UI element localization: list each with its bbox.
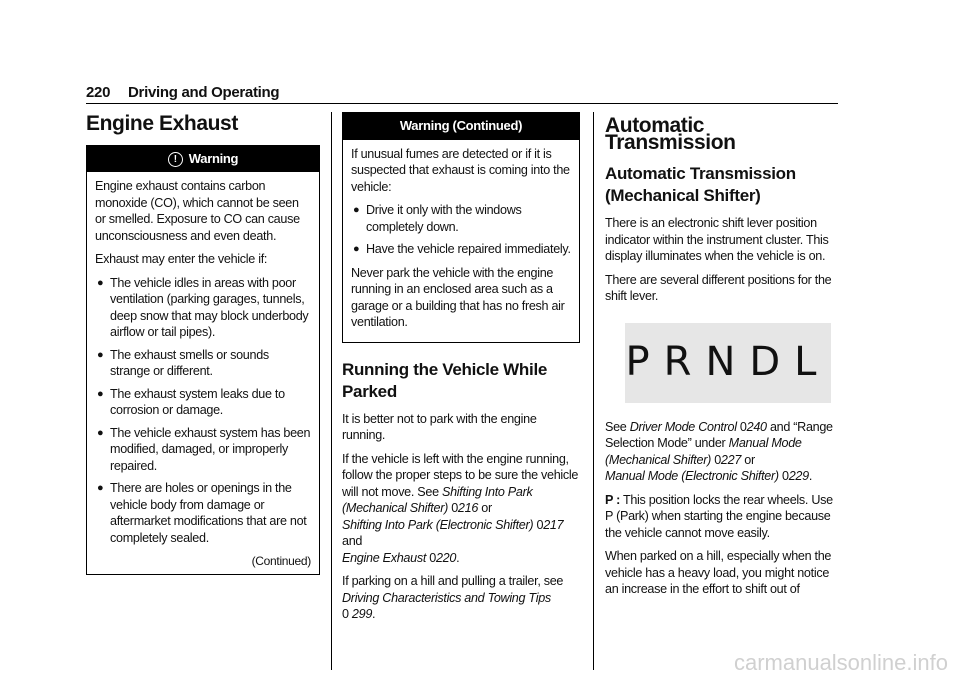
cross-reference-link[interactable]: Driving Characteristics and Towing Tips: [342, 590, 551, 605]
warning-list: [95, 275, 311, 547]
warning-header: Warning (Continued): [343, 113, 579, 140]
list-item: ● The exhaust system leaks due to corrosion or damage.: [97, 386, 285, 417]
body-text: There is an electronic shift lever position indicator within the instrument cluster. This display illuminates when the vehicle is on.: [605, 216, 829, 263]
warning-list: [351, 202, 571, 258]
list-item: ● The vehicle idles in areas with poor ventilation (parking garages, tunnels, deep snow that may block underbody airflow or tail pipes).: [97, 275, 309, 339]
cross-reference-link[interactable]: Manual Mode (Electronic Shifter): [605, 469, 779, 483]
warning-text: Exhaust may enter the vehicle if:: [95, 252, 268, 266]
body-text: It is better not to park with the engine running.: [342, 411, 537, 442]
cross-reference-link[interactable]: Driver Mode Control: [629, 419, 737, 434]
list-item: ● The vehicle exhaust system has been modified, damaged, or improperly repaired.: [97, 425, 311, 473]
column-divider: [331, 112, 332, 670]
warning-text: If unusual fumes are detected or if it is suspected that exhaust is coming into the vehicle:: [351, 146, 570, 194]
cross-reference-link[interactable]: Manual Mode (Mechanical Shifter): [605, 436, 802, 467]
body-text: There are several different positions for the shift lever.: [605, 272, 832, 303]
column-3: [605, 112, 838, 605]
cross-reference-link[interactable]: Shifting Into Park (Electronic Shifter): [342, 517, 534, 532]
page-number: 220: [86, 84, 111, 101]
warning-text: Engine exhaust contains carbon monoxide (CO), which cannot be seen or smelled. Exposure to CO can cause unconsciousness and even death.: [95, 179, 300, 243]
warning-box: [86, 145, 320, 575]
body-text: P : This position locks the rear wheels. Use P (Park) when starting the engine because the vehicle cannot move easily.: [605, 492, 833, 540]
section-heading: Automatic Transmission: [605, 114, 736, 154]
warning-text: Never park the vehicle with the engine running in an enclosed area such as a garage or a building that has no fresh air ventilation.: [351, 265, 565, 329]
section-title: Driving and Operating: [128, 84, 280, 101]
shift-indicator-image: [625, 323, 831, 403]
prndl-label: PRNDL: [625, 339, 831, 386]
list-item: ● The exhaust smells or sounds strange or different.: [97, 347, 269, 378]
body-text: If parking on a hill and pulling a trailer, see Driving Characteristics and Towing Tips 0 299.: [342, 574, 564, 621]
section-heading: Running the Vehicle While Parked: [342, 359, 548, 401]
watermark: carmanualsonline.info: [733, 650, 948, 675]
list-item: ● Drive it only with the windows completely down.: [353, 203, 522, 234]
header-rule: [86, 103, 838, 104]
body-text: See Driver Mode Control 0240 and “Range Selection Mode” under Manual Mode (Mechanical Shifter) 0227 or Manual Mode (Electronic Shifter) 0229.: [605, 419, 833, 483]
warning-header: ! Warning: [87, 146, 319, 173]
warning-box: [342, 112, 580, 343]
list-item: ● There are holes or openings in the vehicle body from damage or aftermarket modifications that are not completely sealed.: [97, 481, 307, 545]
column-2: [342, 112, 580, 630]
column-1: [86, 112, 320, 575]
cross-reference-link[interactable]: Shifting Into Park (Mechanical Shifter): [342, 484, 533, 515]
body-text: When parked on a hill, especially when the vehicle has a heavy load, you might notice an increase in the effort to shift out of: [605, 549, 832, 596]
subsection-heading: Automatic Transmission (Mechanical Shifter): [605, 164, 796, 205]
column-divider: [593, 112, 594, 670]
cross-reference-link[interactable]: Engine Exhaust: [342, 550, 427, 565]
warning-icon: !: [168, 152, 183, 167]
page-header: [86, 84, 279, 101]
list-item: ● Have the vehicle repaired immediately.: [353, 242, 571, 256]
continued-label: (Continued): [251, 554, 311, 568]
body-text: If the vehicle is left with the engine running, follow the proper steps to be sure the vehicle will not move. See Shifting Into Park (Mechanical Shifter) 0216 or Shifting Into Park (Electronic Shifter) 0217 and Engine Exhaust 0220.: [342, 451, 579, 565]
section-heading: Engine Exhaust: [86, 112, 238, 135]
